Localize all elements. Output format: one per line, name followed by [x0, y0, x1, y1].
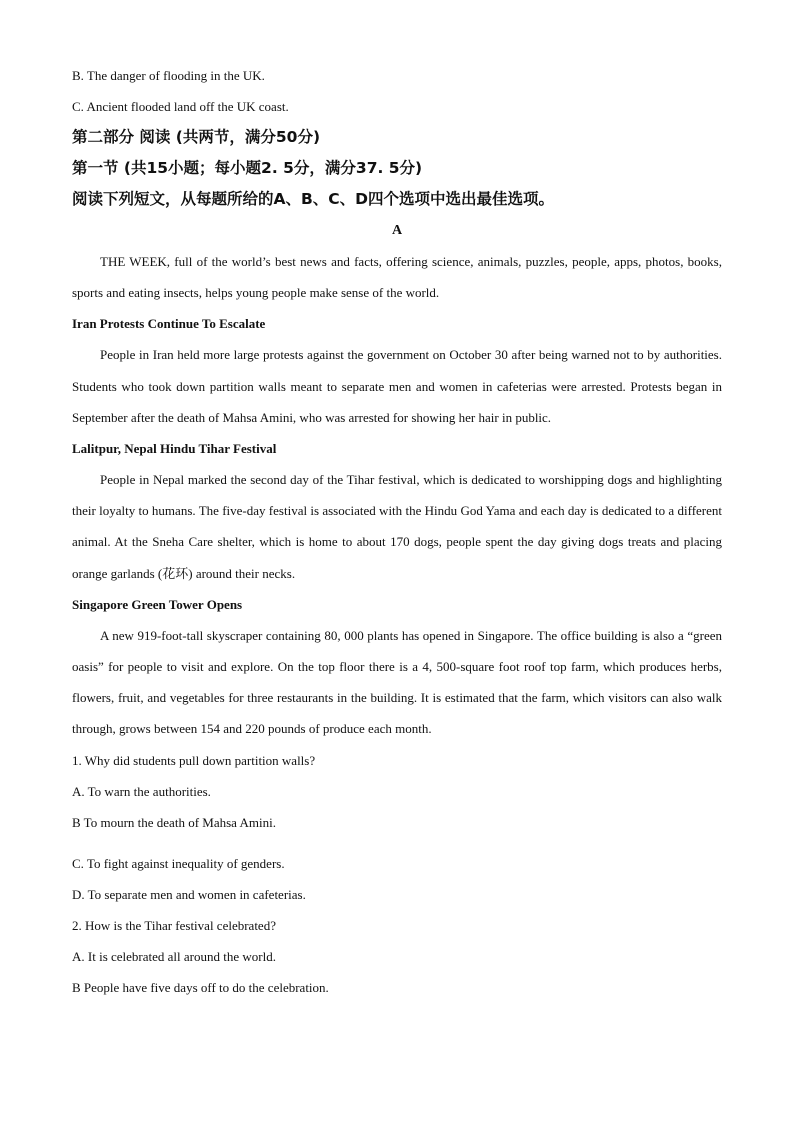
question-1-option-b: B To mourn the death of Mahsa Amini.	[72, 814, 276, 830]
document-page	[72, 60, 722, 1003]
question-2-option-a: A. It is celebrated all around the world.	[72, 948, 276, 964]
previous-option-c: C. Ancient flooded land off the UK coast.	[72, 99, 289, 114]
news-body-singapore: A new 919-foot-tall skyscraper containing 80, 000 plants has opened in Singapore. The office building is also a “green oasis” for people to visit and explore. On the top floor there is a 4, 500-square foot roof top farm, which produces herbs, flowers, fruit, and vegetables for three restaurants in the building. It is estimated that the farm, which visitors can also walk through, grows between 154 and 220 pounds of produce each month.	[72, 627, 722, 737]
news-title-singapore: Singapore Green Tower Opens	[72, 596, 243, 612]
news-body-iran: People in Iran held more large protests against the government on October 30 after being warned not to by authorities. Students who took down partition walls meant to separate men and women in cafeterias were arrested. Protests began in September after the death of Mahsa Amini, who was arrested for showing her hair in public.	[72, 347, 722, 425]
question-1-option-c: C. To fight against inequality of genders.	[72, 855, 285, 871]
question-2-stem: 2. How is the Tihar festival celebrated?	[72, 917, 276, 933]
news-body-nepal: People in Nepal marked the second day of the Tihar festival, which is dedicated to worshipping dogs and highlighting their loyalty to humans. The five-day festival is associated with the Hindu God Yama and each day is dedicated to a different animal. At the Sneha Care shelter, which is home to about 170 dogs, people spent the day giving dogs treats and placing orange garlands (花环) around their necks.	[72, 472, 722, 581]
question-2-option-b: B People have five days off to do the celebration.	[72, 979, 329, 995]
news-title-iran: Iran Protests Continue To Escalate	[72, 316, 266, 332]
question-1-option-a: A. To warn the authorities.	[72, 783, 211, 799]
part-heading: 第二部分 阅读 (共两节，满分50分)	[72, 128, 321, 146]
news-title-nepal: Lalitpur, Nepal Hindu Tihar Festival	[72, 441, 277, 457]
instructions: 阅读下列短文，从每题所给的A、B、C、D四个选项中选出最佳选项。	[72, 190, 555, 208]
previous-option-b: B. The danger of flooding in the UK.	[72, 68, 265, 83]
question-1-stem: 1. Why did students pull down partition walls?	[72, 752, 316, 768]
passage-letter: A	[391, 223, 403, 238]
question-1-option-d: D. To separate men and women in cafeterias.	[72, 886, 306, 902]
spacer	[72, 838, 722, 848]
section-heading: 第一节 (共15小题；每小题2. 5分，满分37. 5分)	[72, 159, 423, 177]
passage-intro: THE WEEK, full of the world’s best news and facts, offering science, animals, puzzles, people, apps, photos, books, sports and eating insects, helps young people make sense of the world.	[72, 254, 722, 301]
